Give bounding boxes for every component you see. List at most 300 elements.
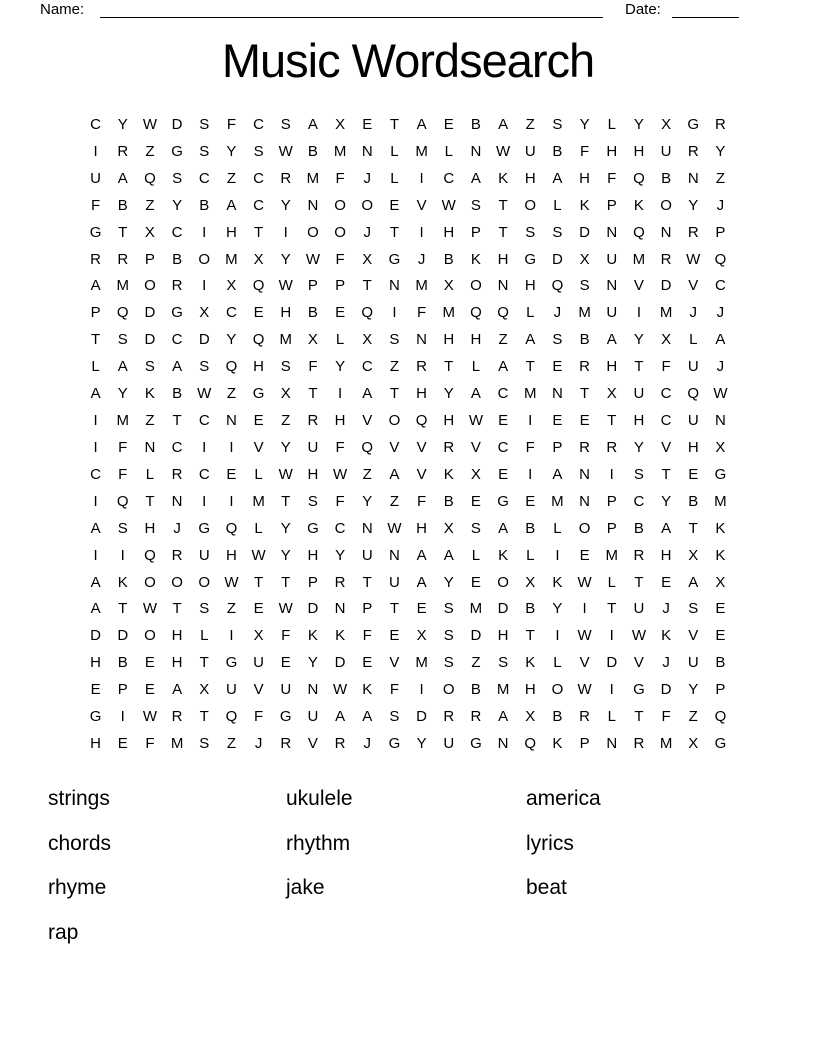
grid-letter: E [470,573,481,591]
grid-letter: T [498,223,508,241]
word-list-item: rap [48,920,79,944]
grid-letter: A [362,385,373,403]
grid-letter: L [254,465,263,483]
grid-letter: W [142,600,157,618]
grid-letter: S [199,115,210,133]
grid-letter: T [362,573,372,591]
grid-letter: V [633,277,644,295]
grid-letter: Z [389,358,399,376]
grid-letter: M [415,277,428,295]
grid-letter: X [715,573,726,591]
grid-letter: E [525,492,536,510]
grid-letter: W [142,115,157,133]
grid-letter: A [226,196,237,214]
grid-letter: L [444,142,453,160]
grid-letter: Y [633,438,644,456]
grid-letter: T [172,600,182,618]
grid-letter: H [497,250,509,268]
grid-letter: Y [117,115,128,133]
grid-letter: R [171,277,183,295]
grid-letter: W [713,385,728,403]
grid-letter: I [229,627,234,645]
grid-letter: O [660,196,672,214]
grid-letter: I [202,492,207,510]
grid-letter: N [334,600,346,618]
grid-letter: H [579,169,590,187]
grid-letter: S [117,331,128,349]
grid-letter: Z [281,412,291,430]
grid-letter: T [579,385,590,403]
grid-letter: L [200,627,209,645]
grid-letter: M [551,492,564,510]
grid-letter: Q [225,708,238,726]
grid-letter: C [497,385,509,403]
grid-letter: N [687,169,699,187]
grid-letter: D [660,681,672,699]
grid-letter: O [442,681,455,699]
grid-letter: N [307,681,319,699]
grid-letter: O [144,573,156,591]
grid-letter: M [333,142,347,160]
grid-letter: F [525,438,535,456]
grid-letter: L [471,546,481,564]
grid-letter: C [171,438,183,456]
grid-letter: Q [144,546,156,564]
grid-letter: Q [633,169,645,187]
grid-letter: B [525,519,536,537]
grid-letter: M [659,304,673,322]
grid-letter: V [416,438,427,456]
grid-letter: R [606,438,618,456]
grid-letter: O [470,277,482,295]
grid-letter: V [389,654,400,672]
grid-letter: R [660,250,672,268]
grid-letter: A [416,573,427,591]
grid-letter: N [361,142,373,160]
grid-letter: C [443,169,455,187]
grid-letter: G [171,142,183,160]
grid-letter: H [470,331,482,349]
grid-letter: U [388,573,400,591]
grid-letter: U [443,735,455,753]
grid-letter: W [577,627,592,645]
grid-letter: E [715,627,726,645]
grid-letter: K [715,546,726,564]
grid-letter: C [90,465,101,483]
grid-letter: N [388,277,400,295]
grid-letter: E [253,412,264,430]
grid-letter: T [199,654,209,672]
grid-letter: L [526,304,535,322]
grid-letter: K [579,196,590,214]
grid-letter: G [198,519,211,537]
grid-letter: D [307,600,319,618]
grid-letter: I [120,708,125,726]
grid-letter: D [198,331,210,349]
grid-letter: R [117,250,129,268]
grid-letter: G [714,465,727,483]
grid-letter: S [307,492,318,510]
grid-letter: M [578,304,591,322]
grid-letter: Y [715,142,726,160]
grid-letter: R [280,169,292,187]
grid-letter: U [606,250,618,268]
grid-letter: Z [226,385,236,403]
grid-letter: Q [225,519,238,537]
grid-letter: T [634,358,644,376]
grid-letter: P [606,492,617,510]
grid-letter: A [606,331,617,349]
grid-letter: W [332,465,348,483]
grid-letter: N [551,385,563,403]
grid-letter: W [278,277,293,295]
grid-letter: N [388,546,400,564]
grid-letter: W [332,681,348,699]
grid-letter: T [362,277,372,295]
grid-letter: U [633,385,645,403]
grid-letter: B [307,142,318,160]
grid-letter: R [171,546,183,564]
grid-letter: Z [471,654,481,672]
grid-letter: C [334,519,346,537]
grid-letter: N [497,277,509,295]
grid-letter: Q [551,277,564,295]
grid-letter: T [281,573,291,591]
grid-letter: F [253,708,264,726]
grid-letter: S [199,358,210,376]
grid-letter: P [307,573,318,591]
grid-letter: H [524,169,536,187]
grid-letter: U [633,600,645,618]
grid-letter: B [552,142,563,160]
grid-letter: A [90,277,101,295]
grid-letter: F [145,735,155,753]
grid-letter: E [253,304,264,322]
grid-letter: G [252,385,265,403]
grid-letter: Y [633,115,644,133]
grid-letter: C [361,358,373,376]
grid-letter: Y [280,250,291,268]
grid-letter: I [202,438,207,456]
grid-letter: Z [498,331,508,349]
grid-letter: H [633,142,645,160]
grid-letter: G [171,304,183,322]
grid-letter: S [280,358,291,376]
grid-letter: B [172,250,183,268]
grid-letter: N [606,735,618,753]
grid-letter: S [172,169,183,187]
grid-letter: O [198,573,211,591]
grid-letter: V [416,465,427,483]
grid-letter: H [633,412,645,430]
grid-letter: F [579,142,590,160]
grid-letter: J [417,250,426,268]
grid-letter: I [609,627,614,645]
grid-letter: M [252,492,265,510]
word-list-item: lyrics [526,831,574,855]
grid-letter: C [253,196,264,214]
grid-letter: R [633,546,645,564]
grid-letter: U [253,654,264,672]
grid-letter: E [579,546,590,564]
grid-letter: T [172,412,182,430]
grid-letter: M [415,142,428,160]
grid-letter: N [144,438,156,456]
grid-letter: J [553,304,562,322]
grid-letter: Q [524,735,537,753]
grid-letter: T [308,385,318,403]
grid-letter: P [470,223,481,241]
grid-letter: F [118,438,128,456]
grid-letter: A [362,708,373,726]
grid-letter: A [443,546,454,564]
grid-letter: C [253,115,264,133]
grid-letter: A [498,115,509,133]
grid-letter: X [199,304,210,322]
grid-letter: S [117,519,128,537]
grid-letter: U [660,142,672,160]
grid-letter: V [253,438,264,456]
grid-letter: A [715,331,726,349]
grid-letter: M [442,304,455,322]
grid-letter: A [416,115,427,133]
grid-letter: B [579,331,590,349]
grid-letter: L [254,519,263,537]
grid-letter: Z [525,115,535,133]
grid-letter: C [714,277,726,295]
grid-letter: X [661,115,672,133]
grid-letter: G [279,708,292,726]
grid-letter: I [93,546,98,564]
grid-letter: I [609,465,614,483]
grid-letter: N [714,412,726,430]
grid-letter: E [253,600,264,618]
grid-letter: P [362,600,373,618]
grid-letter: X [253,250,264,268]
grid-letter: Y [552,600,563,618]
grid-letter: T [634,708,644,726]
grid-letter: Q [361,438,374,456]
grid-letter: T [688,519,698,537]
grid-letter: D [606,654,618,672]
grid-letter: X [144,223,155,241]
grid-letter: L [145,465,155,483]
grid-letter: J [662,654,670,672]
grid-letter: T [607,600,617,618]
grid-letter: Y [661,492,672,510]
grid-letter: U [361,546,373,564]
grid-letter: X [443,277,454,295]
grid-letter: B [552,708,563,726]
grid-letter: N [171,492,183,510]
grid-letter: H [416,385,427,403]
grid-letter: H [606,358,618,376]
grid-letter: F [607,169,617,187]
grid-letter: I [93,492,98,510]
grid-letter: E [335,304,346,322]
grid-letter: B [199,196,210,214]
grid-letter: J [716,304,725,322]
grid-letter: U [524,142,536,160]
grid-letter: U [307,708,319,726]
grid-letter: O [578,519,591,537]
grid-letter: Y [280,519,291,537]
grid-letter: X [416,627,427,645]
grid-letter: A [498,708,509,726]
grid-letter: E [90,681,101,699]
grid-letter: D [144,304,156,322]
grid-letter: A [90,573,101,591]
grid-letter: R [579,438,590,456]
grid-letter: O [198,250,211,268]
date-label: Date: [625,1,661,18]
page-title: Music Wordsearch [221,34,595,87]
grid-letter: X [688,735,699,753]
grid-letter: Q [144,169,156,187]
grid-letter: D [416,708,427,726]
grid-letter: Q [415,412,428,430]
grid-letter: H [307,546,319,564]
grid-letter: F [335,169,345,187]
grid-letter: I [419,223,424,241]
grid-letter: E [470,492,481,510]
grid-letter: U [90,169,101,187]
grid-letter: V [307,735,318,753]
grid-letter: V [362,412,373,430]
grid-letter: R [171,708,183,726]
grid-letter: S [552,331,563,349]
grid-letter: G [89,223,102,241]
grid-letter: N [361,519,373,537]
grid-letter: L [607,115,616,133]
grid-letter: M [116,412,129,430]
grid-letter: Q [225,358,238,376]
grid-letter: A [117,358,128,376]
grid-letter: L [390,142,399,160]
word-list-item: strings [48,787,110,811]
grid-letter: Z [226,735,236,753]
grid-letter: Q [252,331,265,349]
grid-letter: A [498,358,509,376]
grid-letter: I [93,142,98,160]
grid-letter: Q [252,277,265,295]
grid-letter: H [443,412,455,430]
grid-letter: V [470,438,481,456]
grid-letter: J [173,519,181,537]
grid-letter: G [633,681,645,699]
grid-letter: L [390,169,399,187]
grid-letter: Y [335,358,346,376]
grid-letter: X [280,385,291,403]
grid-letter: C [171,223,183,241]
grid-letter: S [443,600,454,618]
grid-letter: Z [715,169,725,187]
grid-letter: A [90,385,101,403]
grid-letter: G [388,250,401,268]
grid-letter: X [525,573,536,591]
grid-letter: V [688,277,699,295]
grid-letter: W [278,600,293,618]
grid-letter: G [307,519,319,537]
grid-letter: H [334,412,346,430]
grid-letter: H [660,546,672,564]
grid-letter: Y [172,196,183,214]
grid-letter: T [118,223,128,241]
date-blank-line [672,0,739,18]
grid-letter: E [362,654,373,672]
grid-letter: F [335,492,345,510]
grid-letter: S [443,627,454,645]
grid-letter: I [93,438,98,456]
grid-letter: T [525,627,535,645]
grid-letter: S [280,115,291,133]
grid-letter: M [605,546,618,564]
grid-letter: O [361,196,374,214]
word-list-item: rhythm [286,831,351,855]
grid-letter: S [389,331,400,349]
grid-letter: E [362,115,373,133]
grid-letter: E [280,654,291,672]
grid-letter: H [171,627,183,645]
grid-letter: B [117,196,128,214]
grid-letter: N [307,196,319,214]
name-blank-line [100,0,603,18]
grid-letter: Y [335,546,346,564]
grid-letter: B [470,115,481,133]
grid-letter: T [525,358,535,376]
grid-letter: E [389,627,400,645]
grid-letter: R [171,465,183,483]
grid-letter: S [552,223,563,241]
grid-letter: X [335,115,346,133]
grid-letter: M [279,331,292,349]
grid-letter: R [579,358,590,376]
grid-letter: A [525,331,536,349]
grid-letter: V [389,438,400,456]
grid-letter: K [470,250,481,268]
grid-letter: K [552,735,563,753]
grid-letter: E [226,465,237,483]
grid-letter: O [388,412,401,430]
grid-letter: T [634,573,644,591]
grid-letter: R [687,142,699,160]
grid-letter: J [716,196,725,214]
grid-letter: S [633,465,644,483]
grid-letter: E [552,412,563,430]
grid-letter: B [525,600,536,618]
word-list-item: chords [48,831,112,855]
grid-letter: E [443,115,454,133]
grid-letter: Y [280,546,291,564]
grid-letter: E [389,196,400,214]
grid-letter: D [171,115,183,133]
grid-letter: R [579,708,590,726]
grid-letter: F [389,681,399,699]
grid-letter: T [281,492,291,510]
grid-letter: Q [116,304,129,322]
grid-letter: B [443,492,454,510]
grid-letter: W [224,573,239,591]
grid-letter: S [389,708,400,726]
grid-letter: F [335,438,345,456]
grid-letter: D [117,627,129,645]
grid-letter: I [419,169,424,187]
grid-letter: C [171,331,183,349]
grid-letter: X [688,546,699,564]
grid-letter: E [498,465,509,483]
grid-letter: K [498,546,509,564]
grid-letter: W [686,250,701,268]
